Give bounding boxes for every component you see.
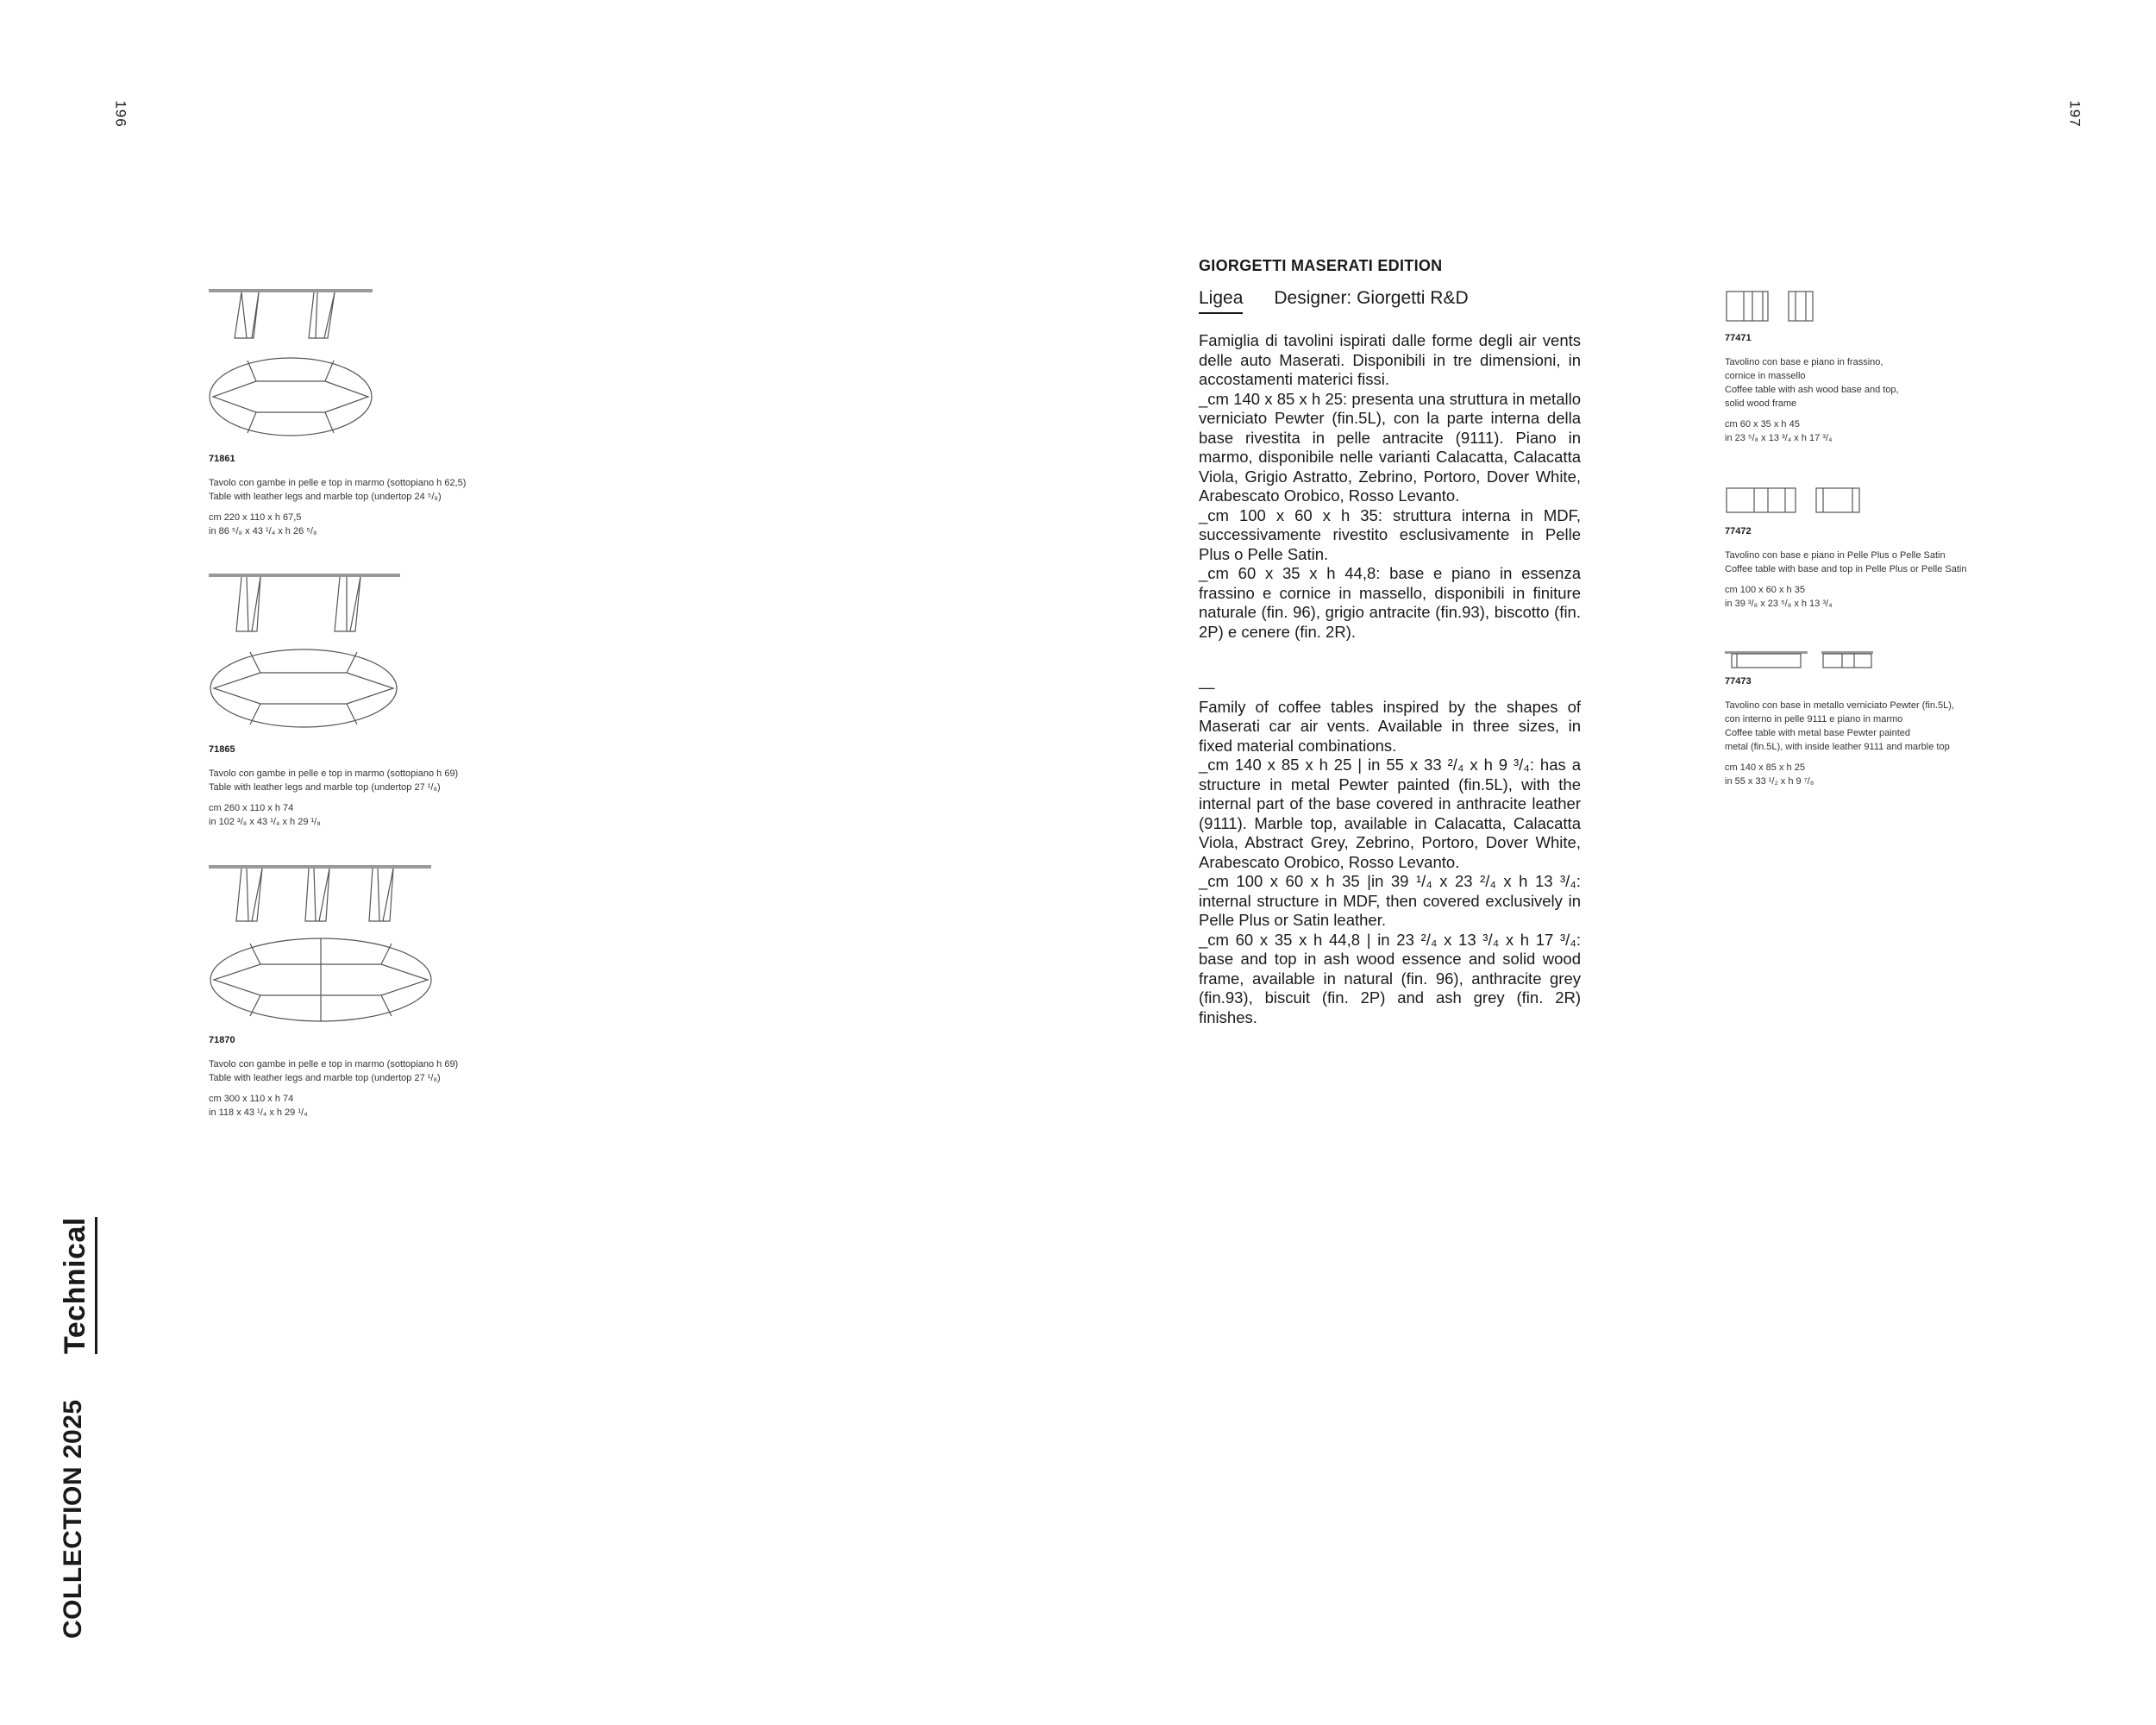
- table-leg: [369, 869, 393, 921]
- coffee-table-77471-drawing: [1725, 290, 1837, 324]
- article-body-english: — Family of coffee tables inspired by the shapes of Maserati car air vents. Available in three sizes, in fixed material combinations. _cm 140 x 85 x h 25 | in 55 x 33 ²/₄ x h 9 ³/₄: has a structure in metal Pewter painted (fin.5L), with the internal part of the base covered in anthracite leather (9111). Marble top, available in Calacatta, Calacatta Viola, Abstract Grey, Zebrino, Portoro, Dover White, Arabescato Orobico, Rosso Levanto. _cm 100 x 60 x h 35 |in 39 ¹/₄ x 23 ²/₄ x h 13 ³/₄: internal structure in MDF, then covered exclusively in Pelle Plus or Satin leather. _cm 60 x 35 x h 44,8 | in 23 ²/₄ x 13 ³/₄ x h 17 ³/₄: base and top in ash wood essence and solid wood frame, available in natural (fin. 96), anthracite grey (fin.93), biscuit (fin. 2P) and ash grey (fin. 2R) finishes.: [1199, 678, 1581, 1026]
- table-leg: [309, 292, 335, 338]
- section-label: Technical: [59, 1113, 93, 1354]
- designer-credit: Designer: Giorgetti R&D: [1274, 288, 1469, 308]
- product-code: 77473: [1725, 676, 1752, 687]
- table-top-side-view: [209, 289, 373, 292]
- product-code: 71865: [209, 744, 235, 755]
- product-description: Tavolino con base in metallo verniciato Pewter (fin.5L), con interno in pelle 9111 e piano in marmo Coffee table with metal base Pewter painted metal (fin.5L), with inside leather 9111 and marble top cm 140 x 85 x h 25 in 55 x 33 ¹/₂ x h 9 ⁷/₈: [1725, 700, 1954, 787]
- product-title-row: [1199, 288, 1469, 314]
- table-top-side-view: [209, 865, 431, 869]
- table-leg: [335, 577, 360, 631]
- product-description: Tavolino con base e piano in Pelle Plus o Pelle Satin Coffee table with base and top in Pelle Plus or Pelle Satin cm 100 x 60 x h 35 in 39 ³/₈ x 23 ⁵/₈ x h 13 ³/₄: [1725, 550, 1967, 609]
- product-name: Ligea: [1199, 288, 1243, 314]
- page-number-right: 197: [2066, 100, 2084, 128]
- product-code: 71870: [209, 1035, 235, 1045]
- collection-label: COLLECTION 2025: [59, 1399, 87, 1639]
- table-top-side-view: [209, 574, 400, 577]
- product-code: 77472: [1725, 526, 1752, 536]
- product-description: Tavolino con base e piano in frassino, cornice in massello Coffee table with ash wood base and top, solid wood frame cm 60 x 35 x h 45 in 23 ⁵/₈ x 13 ³/₄ x h 17 ³/₄: [1725, 357, 1899, 443]
- product-code: 77471: [1725, 333, 1752, 343]
- coffee-table-77472-drawing: [1725, 486, 1871, 516]
- table-71870-drawing: [209, 861, 442, 1033]
- page-number-left: 196: [112, 100, 129, 128]
- article-body-italian: Famiglia di tavolini ispirati dalle forme degli air vents delle auto Maserati. Disponibili in tre dimensioni, in accostamenti materici fissi. _cm 140 x 85 x h 25: presenta una struttura in metallo verniciato Pewter (fin.5L), con la parte interna della base rivestita in pelle antracite (9111). Piano in marmo, disponibile nelle varianti Calacatta, Calacatta Viola, Grigio Astratto, Zebrino, Portoro, Dover White, Arabescato Orobico, Rosso Levanto. _cm 100 x 60 x h 35: struttura interna in MDF, successivamente rivestito esclusivamente in Pelle Plus o Pelle Satin. _cm 60 x 35 x h 44,8: base e piano in essenza frassino e cornice in massello, disponibili in finiture naturale (fin. 96), grigio antracite (fin.93), biscotto (fin. 2P) e cenere (fin. 2R).: [1199, 331, 1581, 641]
- product-description: Tavolo con gambe in pelle e top in marmo (sottopiano h 62,5) Table with leather legs and marble top (undertop 24 ⁵/₈) cm 220 x 110 x h 67,5 in 86 ⁵/₈ x 43 ¹/₄ x h 26 ⁵/₈: [209, 478, 467, 536]
- product-description: Tavolo con gambe in pelle e top in marmo (sottopiano h 69) Table with leather legs and marble top (undertop 27 ¹/₈) cm 300 x 110 x h 74 in 118 x 43 ¹/₄ x h 29 ¹/₄: [209, 1059, 459, 1118]
- product-description: Tavolo con gambe in pelle e top in marmo (sottopiano h 69) Table with leather legs and marble top (undertop 27 ¹/₈) cm 260 x 110 x h 74 in 102 ³/₈ x 43 ¹/₄ x h 29 ¹/₈: [209, 768, 459, 827]
- table-plan-view: [210, 358, 372, 436]
- table-71865-drawing: [209, 569, 407, 742]
- table-leg: [305, 869, 329, 921]
- table-leg: [236, 869, 262, 921]
- table-plan-view: [210, 649, 397, 727]
- coffee-table-77473-drawing: [1725, 650, 1880, 671]
- edition-heading: GIORGETTI MASERATI EDITION: [1199, 257, 1443, 274]
- table-71861-drawing: [209, 285, 381, 457]
- product-code: 71861: [209, 454, 235, 464]
- separator: —: [1199, 678, 1215, 696]
